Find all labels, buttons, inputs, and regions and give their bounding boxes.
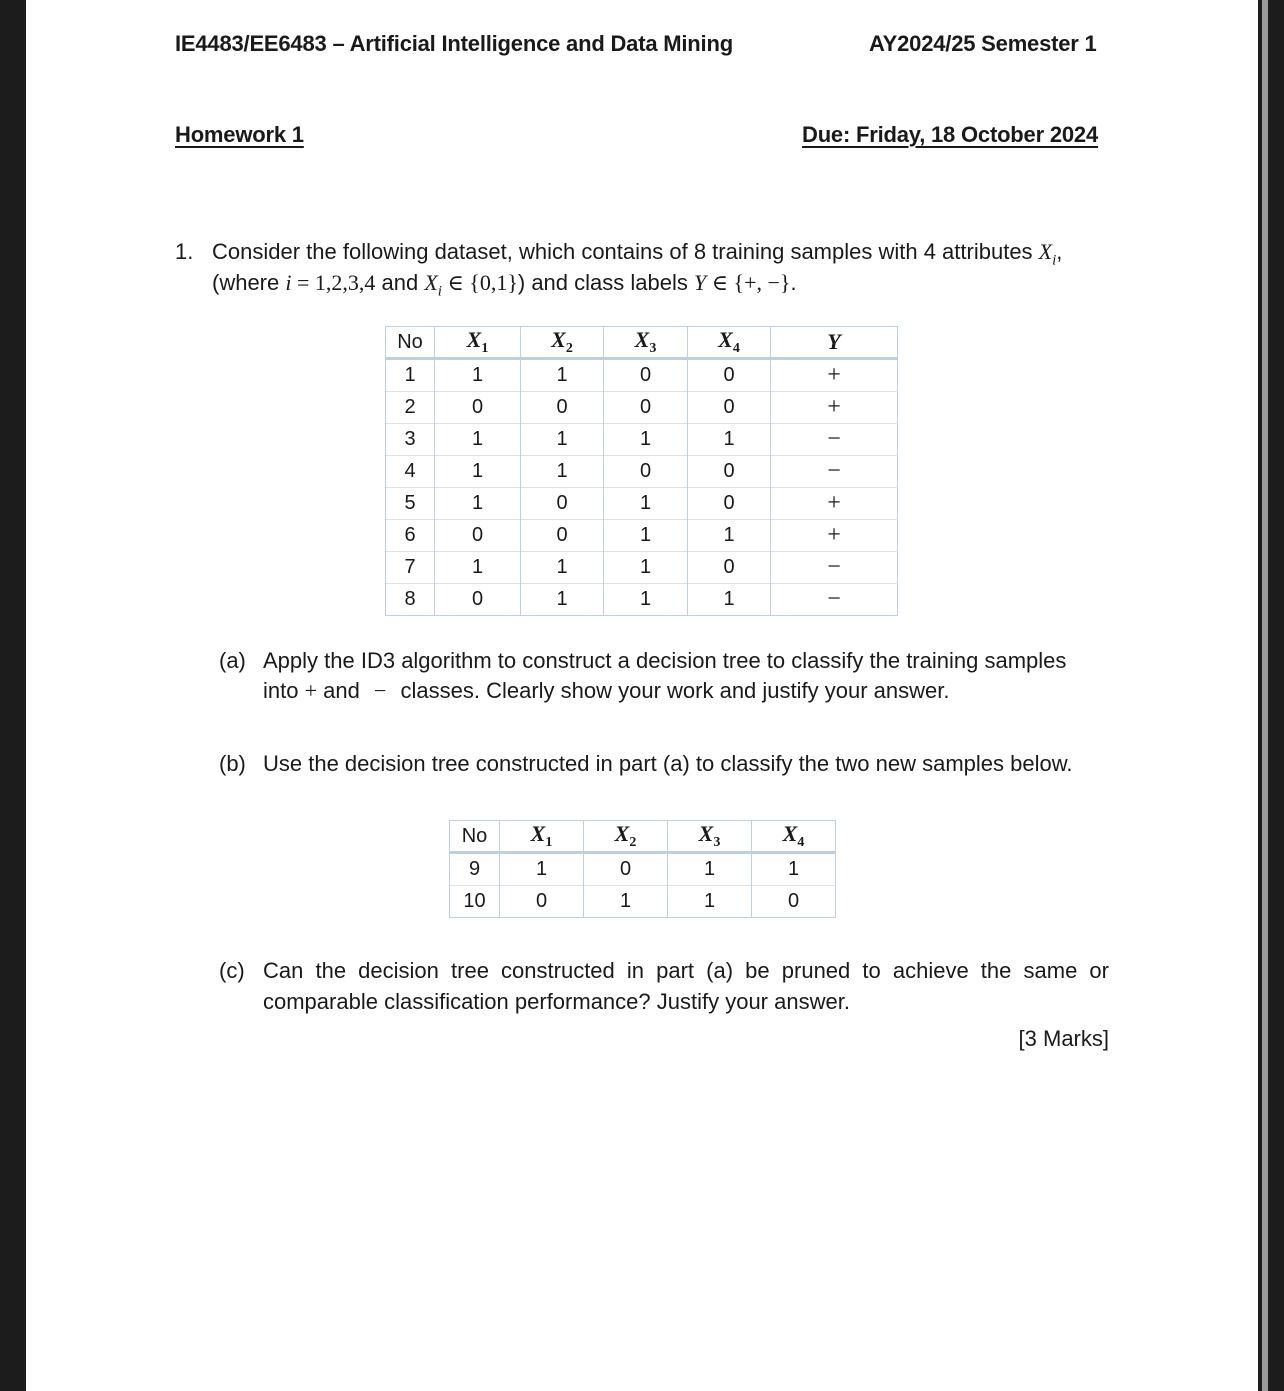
column-header-var: X xyxy=(718,327,733,352)
table-cell: − xyxy=(771,584,898,616)
table-cell: 1 xyxy=(604,584,688,616)
math-i: i xyxy=(285,270,292,295)
column-header-var: X xyxy=(530,821,546,846)
table-cell: 0 xyxy=(604,359,688,392)
table-cell: + xyxy=(771,392,898,424)
table-cell: 1 xyxy=(386,359,435,392)
column-header-var: X xyxy=(782,821,798,846)
due-date: Due: Friday, 18 October 2024 xyxy=(802,122,1098,147)
training-data-table xyxy=(385,326,898,616)
table-cell: 1 xyxy=(604,424,688,456)
test-data-table xyxy=(449,820,836,918)
table-cell: − xyxy=(771,552,898,584)
table-cell: 2 xyxy=(386,392,435,424)
table-cell: + xyxy=(771,488,898,520)
table-cell: 10 xyxy=(450,886,500,918)
part-c-line1: Can the decision tree constructed in part (a) be pruned to achieve the same or xyxy=(263,958,1109,983)
table-cell: 1 xyxy=(604,488,688,520)
column-header-subscript: 3 xyxy=(649,341,657,356)
table-cell: + xyxy=(771,359,898,392)
table-cell: 1 xyxy=(604,520,688,552)
column-header-var: Y xyxy=(827,329,841,354)
table-cell: 0 xyxy=(521,392,604,424)
column-header xyxy=(584,821,668,853)
intro-end: , xyxy=(1056,239,1063,264)
table-cell: 3 xyxy=(386,424,435,456)
part-a-text-rest: classes. Clearly show your work and justify your answer. xyxy=(394,678,950,703)
table-cell: 0 xyxy=(435,520,521,552)
table-cell: 1 xyxy=(521,359,604,392)
table-cell: 0 xyxy=(688,456,771,488)
table-cell: 8 xyxy=(386,584,435,616)
column-header-subscript: 2 xyxy=(565,341,573,356)
table-cell: 1 xyxy=(435,359,521,392)
table-cell: 1 xyxy=(752,853,836,886)
table-cell: 1 xyxy=(521,424,604,456)
table-row xyxy=(450,853,836,886)
part-b-line1: Use the decision tree constructed in part (a) to classify the two new samples below. xyxy=(263,751,1073,776)
math-set01: ∈ {0,1} xyxy=(441,270,518,295)
minus-symbol: − xyxy=(373,678,387,703)
column-header-var: X xyxy=(698,821,714,846)
document-page xyxy=(26,0,1258,1391)
var-sub: i xyxy=(1052,252,1057,269)
table-cell: 0 xyxy=(435,392,521,424)
table-cell: 0 xyxy=(604,456,688,488)
table-row xyxy=(386,584,898,616)
column-header xyxy=(771,327,898,359)
part-a-label: (a) xyxy=(219,648,246,673)
table-row xyxy=(386,392,898,424)
column-header xyxy=(435,327,521,359)
math-x-sub: i xyxy=(437,283,442,300)
table-row xyxy=(386,424,898,456)
table-row xyxy=(386,359,898,392)
marks-label: [3 Marks] xyxy=(1018,1026,1109,1051)
part-c-line2: comparable classification performance? Justify your answer. xyxy=(263,989,850,1014)
table-cell: 1 xyxy=(435,456,521,488)
table-header-row xyxy=(386,327,898,359)
column-header xyxy=(604,327,688,359)
column-header xyxy=(450,821,500,853)
column-header-var: X xyxy=(466,327,482,352)
intro2-text-a: (where xyxy=(212,270,286,295)
intro-text: Consider the following dataset, which contains of 8 training samples with 4 attributes xyxy=(212,239,1039,264)
part-c-label: (c) xyxy=(219,958,245,983)
table-cell: 4 xyxy=(386,456,435,488)
table-cell: 1 xyxy=(500,853,584,886)
question-intro-line2 xyxy=(212,267,797,307)
table-cell: 9 xyxy=(450,853,500,886)
table-cell: 0 xyxy=(435,584,521,616)
table-cell: 1 xyxy=(521,552,604,584)
part-a-text-into: into xyxy=(263,678,305,703)
column-header-subscript: 1 xyxy=(545,835,553,850)
table-cell: − xyxy=(771,424,898,456)
intro2-text-d: . xyxy=(790,270,797,295)
table-cell: 1 xyxy=(521,456,604,488)
part-b-label: (b) xyxy=(219,751,246,776)
table-header-row xyxy=(450,821,836,853)
math-range: = 1,2,3,4 xyxy=(291,270,376,295)
table-cell: 1 xyxy=(668,853,752,886)
table-cell: 0 xyxy=(688,488,771,520)
intro2-text-c: ) and class labels xyxy=(517,270,694,295)
table-cell: 0 xyxy=(752,886,836,918)
table-cell: 0 xyxy=(604,392,688,424)
column-header-label: No xyxy=(397,330,423,353)
column-header-var: X xyxy=(634,327,650,352)
table-cell: 6 xyxy=(386,520,435,552)
table-cell: 0 xyxy=(521,488,604,520)
homework-title: Homework 1 xyxy=(175,122,304,147)
table-row xyxy=(386,488,898,520)
intro2-text-b: and xyxy=(375,270,425,295)
table-cell: 1 xyxy=(688,424,771,456)
part-a-text-and: and xyxy=(317,678,366,703)
table-cell: 1 xyxy=(435,424,521,456)
math-label-set: ∈ {+, −} xyxy=(706,270,791,295)
table-cell: 0 xyxy=(688,552,771,584)
column-header-subscript: 4 xyxy=(797,835,805,850)
column-header-subscript: 3 xyxy=(713,835,721,850)
table-cell: + xyxy=(771,520,898,552)
column-header-subscript: 1 xyxy=(481,341,489,356)
column-header-var: X xyxy=(614,821,630,846)
table-cell: 0 xyxy=(500,886,584,918)
course-title: IE4483/EE6483 – Artificial Intelligence and Data Mining xyxy=(175,31,733,56)
table-cell: 5 xyxy=(386,488,435,520)
table-row xyxy=(450,886,836,918)
table-cell: − xyxy=(771,456,898,488)
table-cell: 0 xyxy=(688,392,771,424)
table-cell: 1 xyxy=(521,584,604,616)
column-header xyxy=(386,327,435,359)
math-y: Y xyxy=(693,270,707,295)
table-cell: 0 xyxy=(688,359,771,392)
semester-label: AY2024/25 Semester 1 xyxy=(869,31,1097,56)
column-header xyxy=(668,821,752,853)
plus-symbol: + xyxy=(304,678,318,703)
column-header-subscript: 2 xyxy=(629,835,637,850)
table-row xyxy=(386,456,898,488)
table-cell: 0 xyxy=(584,853,668,886)
table-cell: 1 xyxy=(688,520,771,552)
table-cell: 0 xyxy=(521,520,604,552)
column-header-var: X xyxy=(551,327,566,352)
table-cell: 7 xyxy=(386,552,435,584)
table-cell: 1 xyxy=(688,584,771,616)
column-header xyxy=(688,327,771,359)
question-number: 1. xyxy=(175,239,194,264)
part-a-line2 xyxy=(263,675,949,706)
column-header xyxy=(521,327,604,359)
scrollbar-track[interactable] xyxy=(1262,0,1268,1391)
table-cell: 1 xyxy=(435,552,521,584)
table-cell: 1 xyxy=(668,886,752,918)
table-cell: 1 xyxy=(604,552,688,584)
column-header-subscript: 4 xyxy=(732,341,740,356)
column-header xyxy=(500,821,584,853)
part-a-line1: Apply the ID3 algorithm to construct a decision tree to classify the training samples xyxy=(263,648,1067,673)
table-cell: 1 xyxy=(584,886,668,918)
column-header xyxy=(752,821,836,853)
table-cell: 1 xyxy=(435,488,521,520)
var-x: X xyxy=(1038,239,1053,264)
column-header-label: No xyxy=(461,824,488,847)
math-x: X xyxy=(424,270,438,295)
table-row xyxy=(386,552,898,584)
table-row xyxy=(386,520,898,552)
